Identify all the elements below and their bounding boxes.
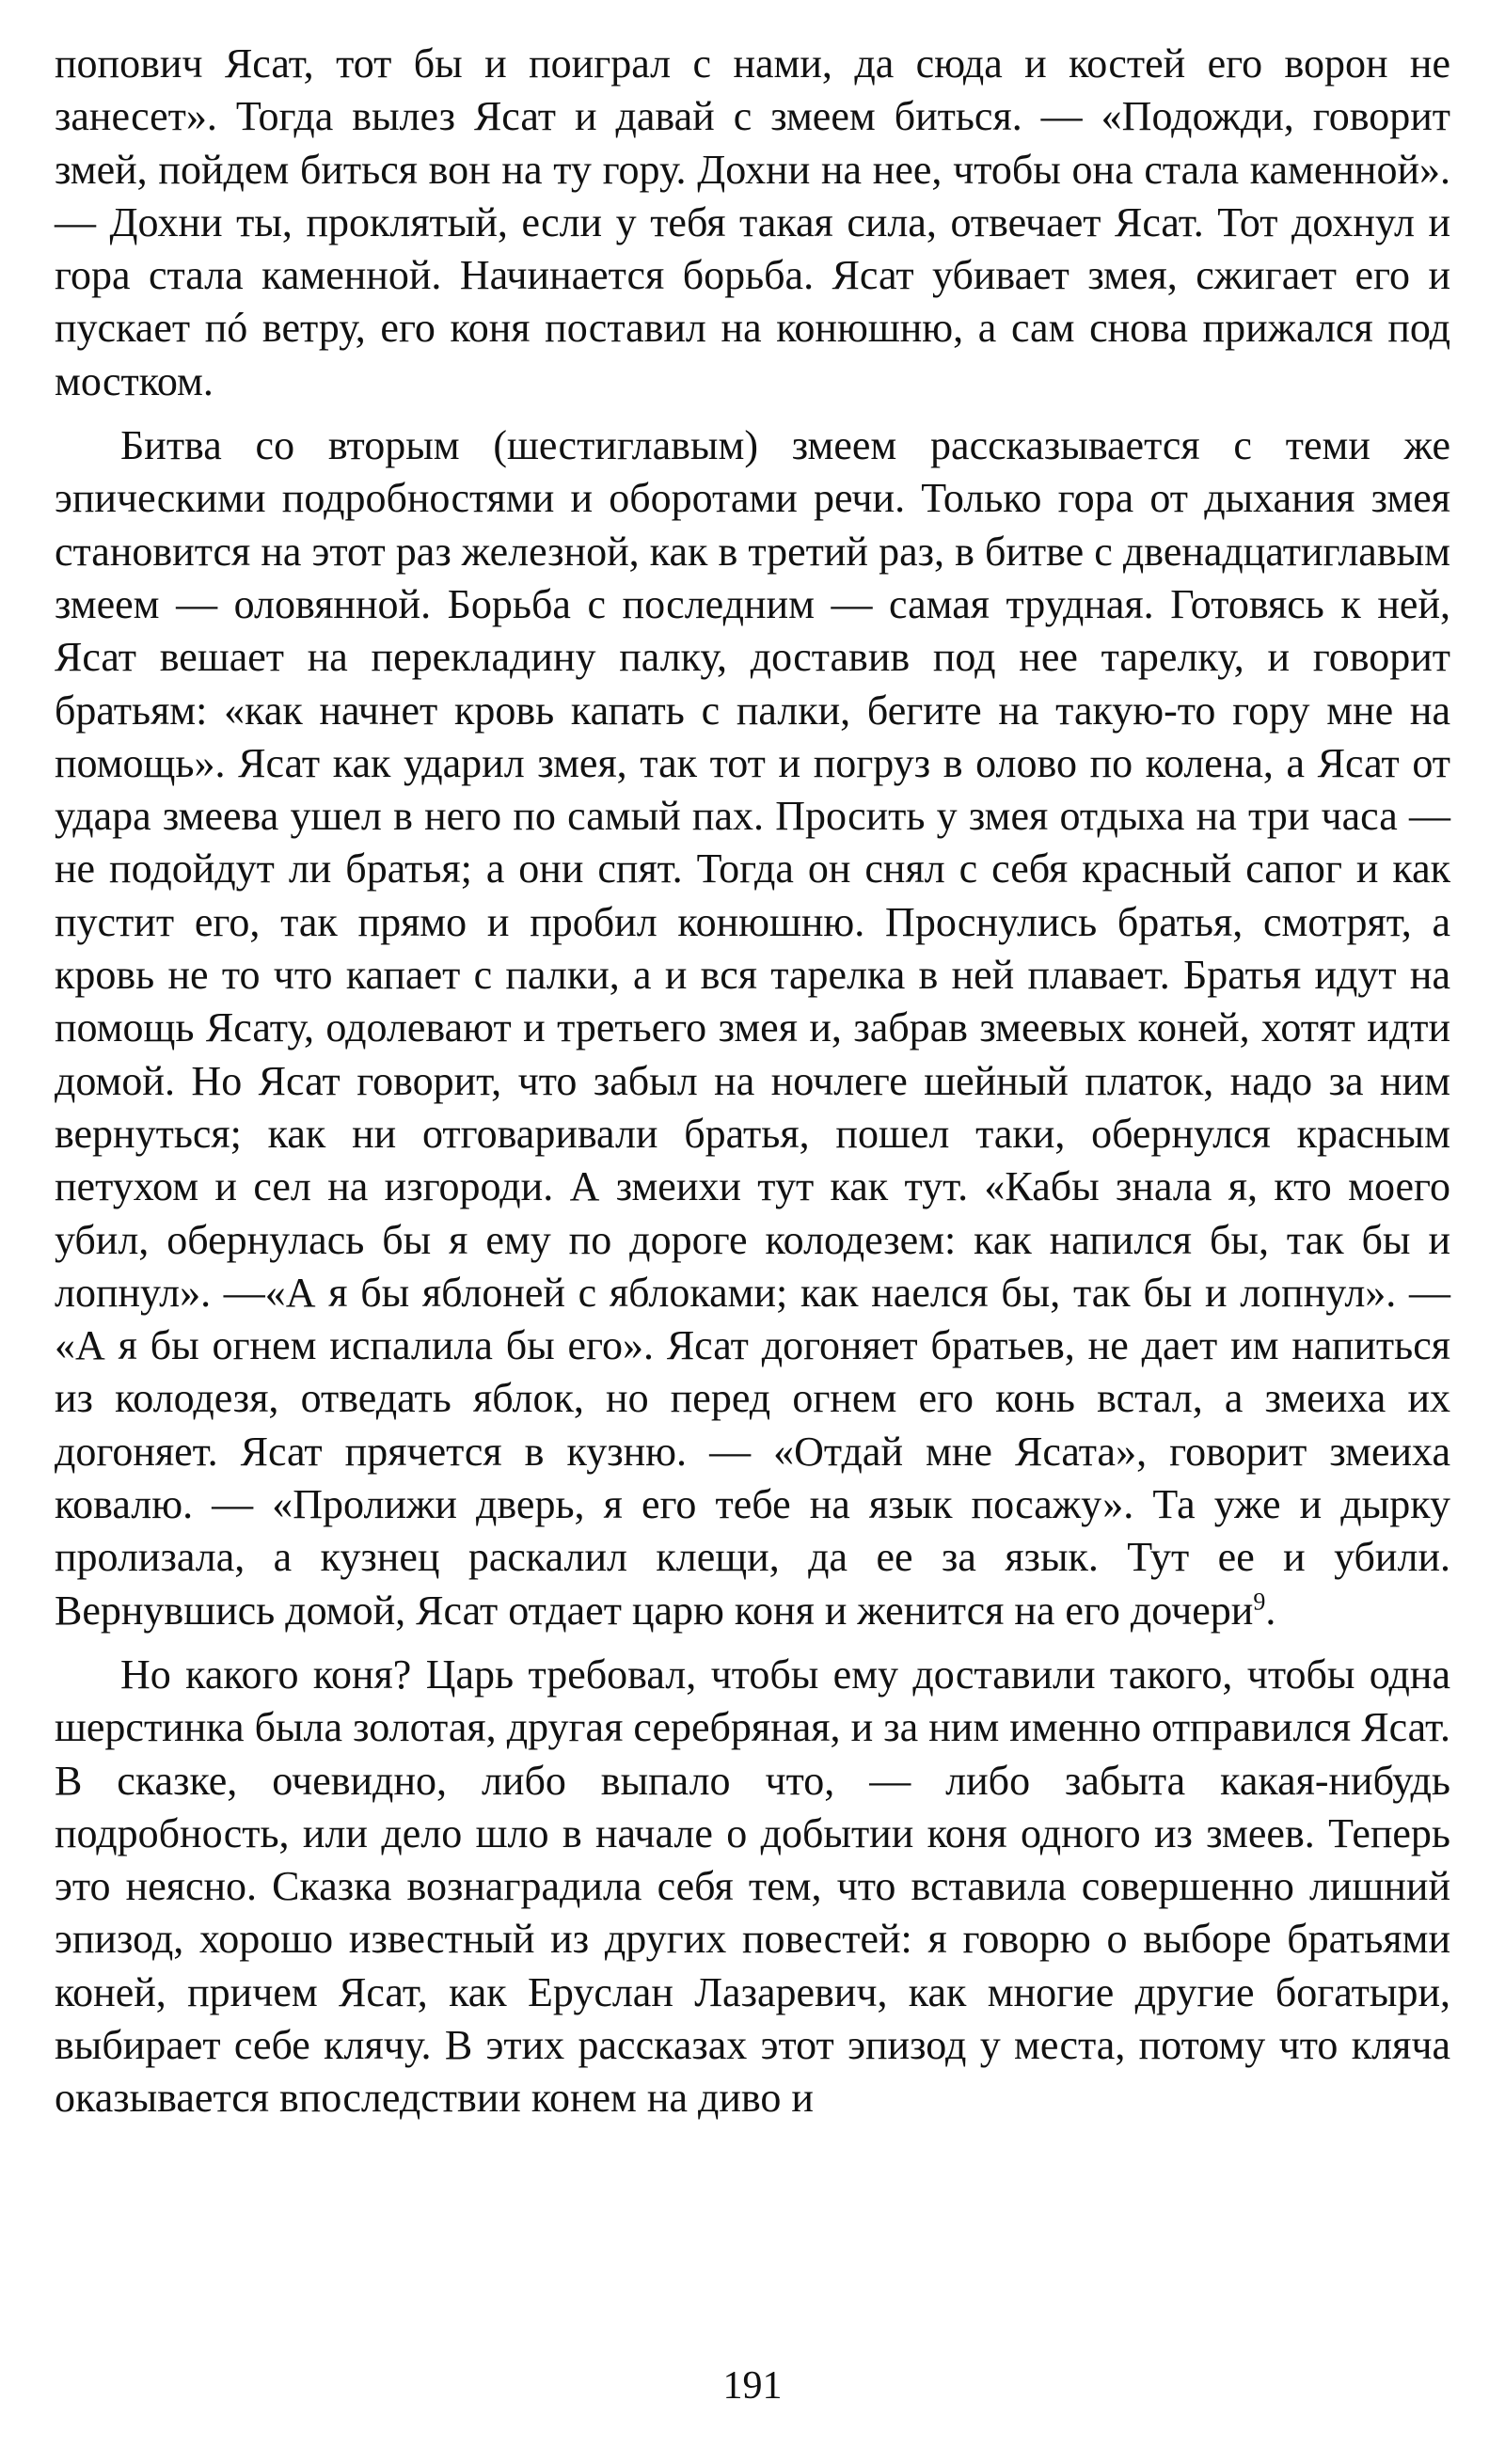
- paragraph-3-text: Но какого коня? Царь требовал, чтобы ему доставили такого, чтобы одна шерстинка была золотая, другая серебряная, и за ним именно отправился Ясат. В сказке, очевидно, либо выпало что, — либо забыта какая-нибудь подробность, или дело шло в начале о добытии коня одного из змеев. Теперь это неясно. Сказка вознаградила себя тем, что вставила совершенно лишний эпизод, хорошо известный из других повестей: я говорю о выборе братьями коней, причем Ясат, как Еруслан Лазаревич, как многие другие богатыри, выбирает себе клячу. В этих рассказах этот эпизод у места, потому что кляча оказывается впоследствии конем на диво и: [55, 1651, 1450, 2122]
- paragraph-2: [55, 419, 1450, 1637]
- paragraph-1: [55, 38, 1450, 408]
- paragraph-3: [55, 1649, 1450, 2125]
- page-body: [55, 38, 1450, 2137]
- page-number: 191: [722, 2364, 783, 2408]
- paragraph-2-text: Битва со вторым (шестиглавым) змеем рассказывается с теми же эпическими подробностями и оборотами речи. Только гора от дыхания змея становится на этот раз железной, как в третий раз, в битве с двенадцатиглавым змеем — оловянной. Борьба с последним — самая трудная. Готовясь к ней, Ясат вешает на перекладину палку, доставив под нее тарелку, и говорит братьям: «как начнет кровь капать с палки, бегите на такую-то гору мне на помощь». Ясат как ударил змея, так тот и погруз в олово по колена, а Ясат от удара змеева ушел в него по самый пах. Просить у змея отдыха на три часа — не подойдут ли братья; а они спят. Тогда он снял с себя красный сапог и как пустит его, так прямо и пробил конюшню. Проснулись братья, смотрят, а кровь не то что капает с палки, а и вся тарелка в ней плавает. Братья идут на помощь Ясату, одолевают и третьего змея и, забрав змеевых коней, хотят идти домой. Но Ясат говорит, что забыл на ночлеге шейный платок, надо за ним вернуться; как ни отговаривали братья, пошел таки, обернулся красным петухом и сел на изгороди. А змеихи тут как тут. «Кабы знала я, кто моего убил, обернулась бы я ему по дороге колодезем: как напился бы, так бы и лопнул». —«А я бы яблоней с яблоками; как наелся бы, так бы и лопнул». — «А я бы огнем испалила бы его». Ясат догоняет братьев, не дает им напиться из колодезя, отведать яблок, но перед огнем его конь встал, а змеиха их догоняет. Ясат прячется в кузню. — «Отдай мне Ясата», говорит змеиха ковалю. — «Пролижи дверь, я его тебе на язык посажу». Та уже и дырку пролизала, а кузнец раскалил клещи, да ее за язык. Тут ее и убили. Вернувшись домой, Ясат отдает царю коня и женится на его дочери: [55, 422, 1450, 1634]
- paragraph-2-end: .: [1265, 1587, 1276, 1634]
- footnote-marker: 9: [1253, 1587, 1266, 1615]
- paragraph-1-text: попович Ясат, тот бы и поиграл с нами, да сюда и костей его ворон не занесет». Тогда вылез Ясат и давай с змеем биться. — «Подожди, говорит змей, пойдем биться вон на ту гору. Дохни на нее, чтобы она стала каменной». — Дохни ты, проклятый, если у тебя такая сила, отвечает Ясат. Тот дохнул и гора стала каменной. Начинается борьба. Ясат убивает змея, сжигает его и пускает пó ветру, его коня поставил на конюшню, а сам снова прижался под мостком.: [55, 40, 1450, 404]
